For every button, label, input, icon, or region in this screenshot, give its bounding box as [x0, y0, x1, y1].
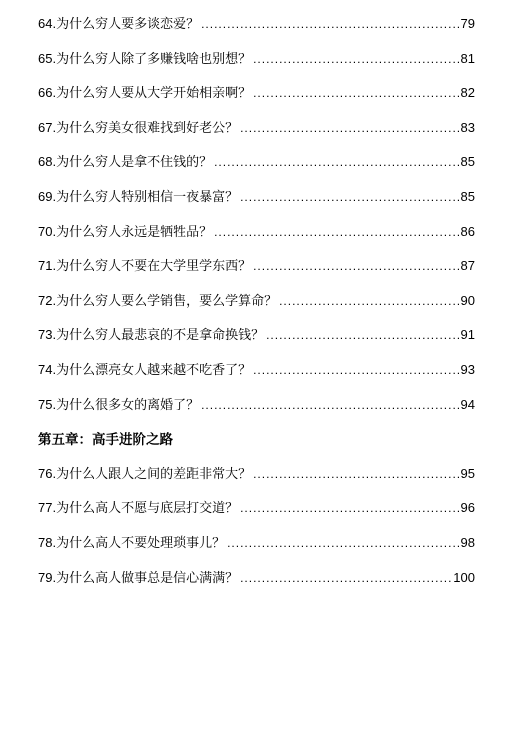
toc-entry-76[interactable] [38, 463, 475, 498]
entry-number: 64. [38, 16, 57, 31]
entry-number: 76. [38, 465, 57, 481]
toc-entry-64[interactable] [38, 13, 475, 48]
entry-number: 67. [38, 119, 57, 135]
dot-leader [266, 328, 458, 342]
entry-title: 为什么穷美女很难找到好老公？ [56, 120, 239, 136]
entry-number: 77. [38, 500, 57, 516]
toc-entry-72[interactable] [38, 290, 475, 325]
toc-entry-69[interactable] [38, 186, 475, 221]
entry-title: 为什么穷人不要在大学里学东西？ [56, 259, 252, 275]
entry-page-number: 100 [453, 569, 475, 585]
entry-title: 为什么穷人永远是牺牲品？ [56, 224, 213, 240]
dot-leader [240, 190, 458, 204]
dot-leader [240, 501, 458, 515]
entry-page-number: 94 [460, 396, 475, 412]
entry-page-number: 90 [460, 292, 475, 308]
entry-page-number: 96 [460, 500, 475, 516]
entry-title: 为什么穷人是拿不住钱的？ [56, 155, 213, 171]
entry-title: 为什么高人做事总是信心满满？ [56, 570, 239, 586]
entry-number: 73. [38, 327, 57, 343]
toc-entry-75[interactable] [38, 394, 475, 429]
chapter-heading[interactable]: 第五章：高手进阶之路 [38, 432, 173, 449]
entry-title: 为什么穷人除了多赚钱啥也别想？ [56, 51, 252, 67]
entry-page-number: 85 [460, 154, 475, 170]
toc-entry-71[interactable] [38, 255, 475, 290]
entry-number: 65. [38, 50, 57, 66]
entry-title: 为什么穷人要从大学开始相亲啊？ [56, 86, 252, 102]
toc-entry-78[interactable] [38, 532, 475, 567]
dot-leader [253, 52, 458, 66]
entry-title: 为什么穷人最悲哀的不是拿命换钱？ [56, 328, 265, 344]
entry-number: 66. [38, 85, 57, 101]
toc-entry-73[interactable] [38, 324, 475, 359]
entry-page-number: 79 [460, 16, 475, 31]
toc-entry-74[interactable] [38, 359, 475, 394]
entry-page-number: 93 [460, 361, 475, 377]
dot-leader [240, 571, 451, 585]
toc-entry-79[interactable] [38, 567, 475, 602]
entry-page-number: 98 [460, 534, 475, 550]
toc-entry-67[interactable] [38, 117, 475, 152]
entry-number: 69. [38, 188, 57, 204]
table-of-contents [38, 13, 475, 601]
entry-title: 为什么高人不愿与底层打交道？ [56, 501, 239, 517]
toc-entry-68[interactable] [38, 151, 475, 186]
entry-page-number: 82 [460, 85, 475, 101]
entry-page-number: 87 [460, 258, 475, 274]
entry-number: 79. [38, 569, 57, 585]
entry-title: 为什么高人不要处理琐事儿？ [56, 535, 226, 551]
entry-page-number: 91 [460, 327, 475, 343]
dot-leader [253, 259, 458, 273]
dot-leader [227, 536, 458, 550]
entry-title: 为什么漂亮女人越来越不吃香了？ [56, 362, 252, 378]
dot-leader [279, 294, 458, 308]
dot-leader [201, 17, 458, 31]
dot-leader [253, 86, 458, 100]
dot-leader [253, 467, 458, 481]
dot-leader [253, 363, 458, 377]
entry-number: 71. [38, 258, 57, 274]
dot-leader [201, 398, 458, 412]
entry-number: 74. [38, 361, 57, 377]
entry-number: 68. [38, 154, 57, 170]
entry-number: 70. [38, 223, 57, 239]
entry-page-number: 83 [460, 119, 475, 135]
entry-number: 78. [38, 534, 57, 550]
entry-page-number: 81 [460, 50, 475, 66]
entry-title: 为什么很多女的离婚了？ [56, 397, 200, 413]
entry-page-number: 85 [460, 188, 475, 204]
entry-title: 为什么穷人要多谈恋爱？ [56, 17, 200, 32]
toc-entry-77[interactable] [38, 497, 475, 532]
dot-leader [240, 121, 458, 135]
toc-entry-70[interactable] [38, 221, 475, 256]
dot-leader [214, 155, 458, 169]
entry-page-number: 95 [460, 465, 475, 481]
entry-page-number: 86 [460, 223, 475, 239]
dot-leader [214, 225, 458, 239]
entry-title: 为什么人跟人之间的差距非常大？ [56, 466, 252, 482]
toc-entry-65[interactable] [38, 48, 475, 83]
entry-title: 为什么穷人要么学销售，要么学算命？ [56, 293, 278, 309]
entry-number: 75. [38, 396, 57, 412]
entry-number: 72. [38, 292, 57, 308]
entry-title: 为什么穷人特别相信一夜暴富？ [56, 189, 239, 205]
toc-entry-66[interactable] [38, 82, 475, 117]
